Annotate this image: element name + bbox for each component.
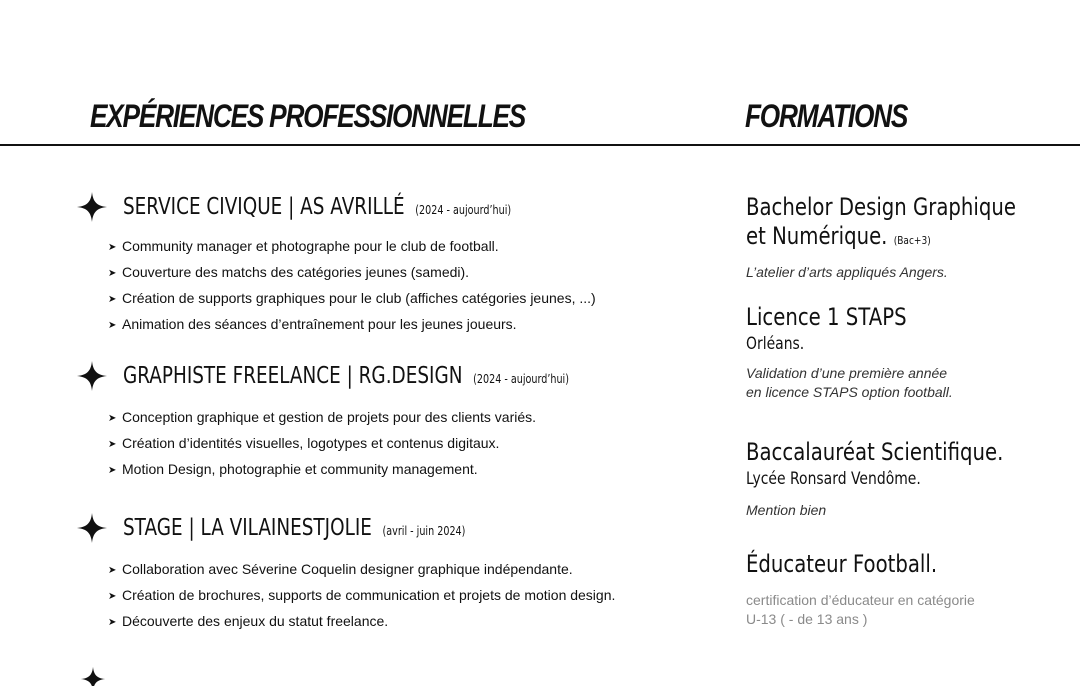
list-item: ➤ Création de supports graphiques pour le club (affiches catégories jeunes, ...) (108, 286, 696, 312)
formation-baccalaureat (746, 438, 1066, 520)
list-item: ➤ Création de brochures, supports de communication et projets de motion design. (108, 583, 696, 609)
list-item: ➤ Création d’identités visuelles, logotypes et contenus digitaux. (108, 431, 696, 457)
experience-title: STAGE | LA VILAINESTJOLIE (avril - juin 2024) (123, 515, 466, 541)
experience-graphiste-freelance (76, 359, 696, 483)
arrow-bullet-icon: ➤ (108, 268, 117, 279)
cut-off-star-icon (80, 666, 106, 686)
four-point-star-icon (76, 512, 108, 544)
list-item: ➤ Motion Design, photographie et community management. (108, 457, 696, 483)
formation-place: Orléans. (746, 334, 805, 354)
list-item: ➤ Couverture des matchs des catégories jeunes (samedi). (108, 260, 696, 286)
header-divider (0, 144, 1080, 146)
experience-title: SERVICE CIVIQUE | AS AVRILLÉ (2024 - aujourd’hui) (123, 194, 512, 220)
four-point-star-icon (76, 191, 108, 223)
list-item: ➤ Community manager et photographe pour le club de football. (108, 234, 696, 260)
formation-note-line2: U-13 ( - de 13 ans ) (746, 611, 868, 627)
experience-date: (avril - juin 2024) (382, 524, 466, 538)
formation-licence-staps (746, 303, 1066, 402)
formation-note: Validation d’une première année (746, 365, 948, 381)
experience-date: (2024 - aujourd’hui) (473, 372, 569, 386)
list-item: ➤ Collaboration avec Séverine Coquelin designer graphique indépendante. (108, 557, 696, 583)
list-item: ➤ Animation des séances d’entraînement pour les jeunes joueurs. (108, 312, 696, 338)
four-point-star-icon (76, 360, 108, 392)
arrow-bullet-icon: ➤ (108, 591, 117, 602)
formation-note-line2: en licence STAPS option football. (746, 384, 953, 400)
arrow-bullet-icon: ➤ (108, 413, 117, 424)
formation-title: Licence 1 STAPS (746, 303, 907, 331)
arrow-bullet-icon: ➤ (108, 320, 117, 331)
experience-bullets (108, 557, 696, 635)
formation-bachelor (746, 193, 1066, 282)
formation-title-line2: et Numérique. (Bac+3) (746, 222, 931, 250)
experience-service-civique (76, 190, 696, 338)
arrow-bullet-icon: ➤ (108, 242, 117, 253)
formation-title: Éducateur Football. (746, 550, 938, 578)
formation-note: Mention bien (746, 502, 827, 518)
formations-heading: FORMATIONS (745, 98, 908, 134)
formation-place: Lycée Ronsard Vendôme. (746, 469, 921, 489)
arrow-bullet-icon: ➤ (108, 617, 117, 628)
formation-title: Baccalauréat Scientifique. (746, 438, 1004, 466)
experience-bullets (108, 234, 696, 338)
formation-note: certification d’éducateur en catégorie (746, 592, 975, 608)
experience-date: (2024 - aujourd’hui) (415, 203, 512, 217)
formation-level: (Bac+3) (893, 234, 931, 247)
formation-title: Bachelor Design Graphique (746, 193, 1016, 221)
arrow-bullet-icon: ➤ (108, 294, 117, 305)
experience-stage (76, 511, 696, 635)
list-item: ➤ Découverte des enjeux du statut freelance. (108, 609, 696, 635)
formation-note: L’atelier d’arts appliqués Angers. (746, 264, 948, 280)
arrow-bullet-icon: ➤ (108, 465, 117, 476)
formation-educateur (746, 550, 1066, 629)
experience-title: GRAPHISTE FREELANCE | RG.DESIGN (2024 - aujourd’hui) (123, 363, 569, 389)
arrow-bullet-icon: ➤ (108, 439, 117, 450)
list-item: ➤ Conception graphique et gestion de projets pour des clients variés. (108, 405, 696, 431)
arrow-bullet-icon: ➤ (108, 565, 117, 576)
experiences-heading: EXPÉRIENCES PROFESSIONNELLES (90, 98, 526, 134)
experience-bullets (108, 405, 696, 483)
